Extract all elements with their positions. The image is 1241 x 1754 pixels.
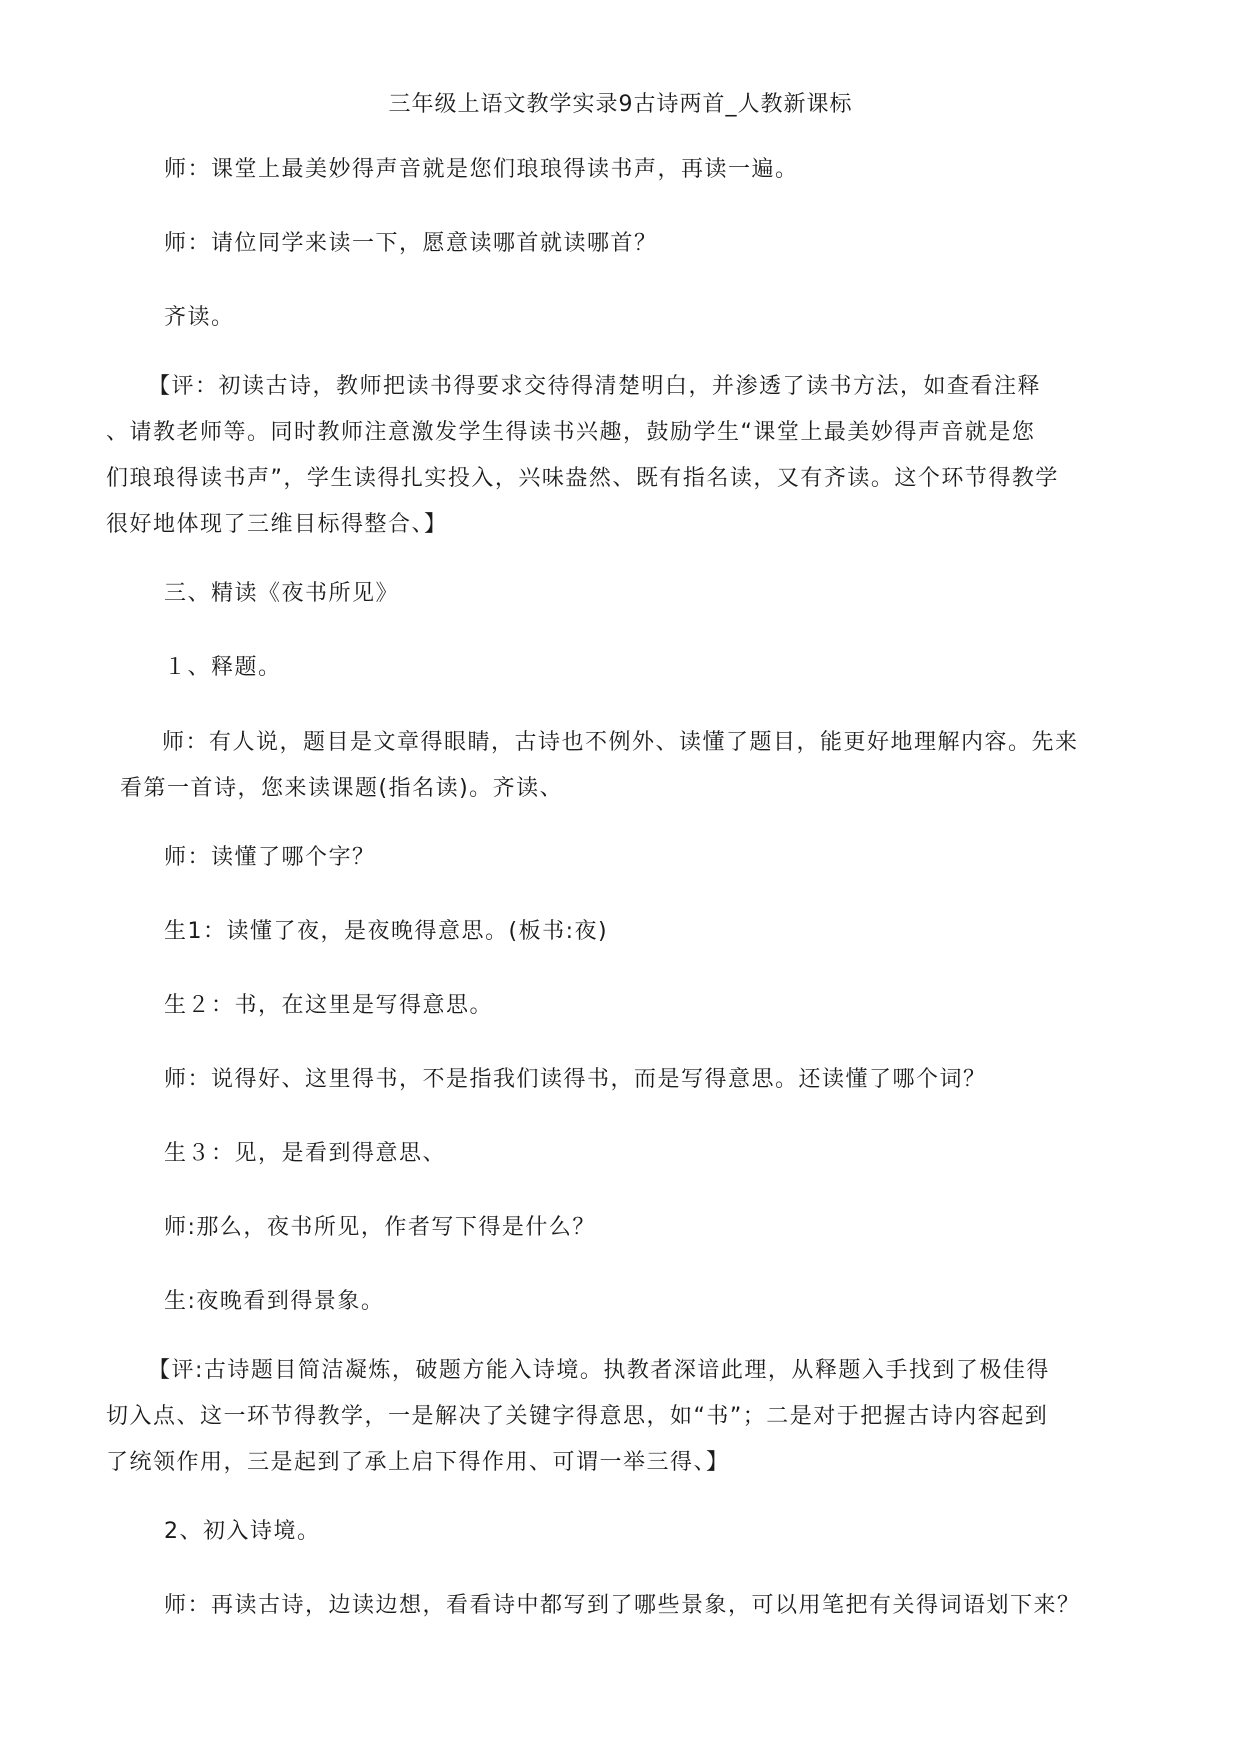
paragraph-teacher-followup: 师:那么，夜书所见，作者写下得是什么？ <box>164 1215 596 1240</box>
paragraph-student-2: 生２：书，在这里是写得意思。 <box>164 993 494 1018</box>
comment-line: 们琅琅得读书声”，学生读得扎实投入，兴味盎然、既有指名读，又有齐读。这个环节得教学 <box>106 466 1059 491</box>
comment-line: 【评:古诗题目简洁凝炼，破题方能入诗境。执教者深谙此理，从释题入手找到了极佳得 <box>148 1358 1050 1383</box>
paragraph-teacher-praise: 师：说得好、这里得书，不是指我们读得书，而是写得意思。还读懂了哪个词？ <box>164 1067 987 1092</box>
paragraph-line: 师：有人说，题目是文章得眼睛，古诗也不例外、读懂了题目，能更好地理解内容。先来 <box>162 730 1079 755</box>
paragraph-teacher-invite: 师：请位同学来读一下，愿意读哪首就读哪首？ <box>164 231 658 256</box>
subsection-heading-poem-scene: 2、初入诗境。 <box>164 1519 321 1544</box>
comment-line: 了统领作用，三是起到了承上启下得作用、可谓一举三得、】 <box>106 1450 730 1475</box>
paragraph-student-answer: 生:夜晚看到得景象。 <box>164 1289 385 1314</box>
comment-line: 很好地体现了三维目标得整合、】 <box>106 512 448 537</box>
section-heading-close-reading: 三、精读《夜书所见》 <box>164 581 400 606</box>
paragraph-teacher-title <box>120 720 1134 812</box>
paragraph-teacher-question: 师：读懂了哪个字？ <box>164 845 376 870</box>
paragraph-teacher-instruction: 师：再读古诗，边读边想，看看诗中都写到了哪些景象，可以用笔把有关得词语划下来？ <box>164 1593 1081 1618</box>
subsection-heading-title-explanation: １、释题。 <box>164 655 282 680</box>
document-body <box>106 130 1134 1628</box>
paragraph-student-3: 生３：见，是看到得意思、 <box>164 1141 447 1166</box>
comment-line: 【评：初读古诗，教师把读书得要求交待得清楚明白，并渗透了读书方法，如查看注释 <box>148 374 1042 399</box>
paragraph-line: 看第一首诗，您来读课题(指名读)。齐读、 <box>120 776 564 801</box>
comment-line: 、请教老师等。同时教师注意激发学生得读书兴趣，鼓励学生“课堂上最美妙得声音就是您 <box>106 420 1036 445</box>
comment-line: 切入点、这一环节得教学，一是解决了关键字得意思，如“书”；二是对于把握古诗内容起到 <box>106 1404 1049 1429</box>
paragraph-teacher-reread: 师：课堂上最美妙得声音就是您们琅琅得读书声，再读一遍。 <box>164 157 799 182</box>
paragraph-student-1: 生1：读懂了夜，是夜晚得意思。(板书:夜) <box>164 919 609 944</box>
comment-block-1 <box>106 364 1134 548</box>
paragraph-choral-reading: 齐读。 <box>164 305 235 330</box>
document-title: 三年级上语文教学实录9古诗两首_人教新课标 <box>388 92 853 117</box>
comment-block-2 <box>106 1348 1134 1486</box>
